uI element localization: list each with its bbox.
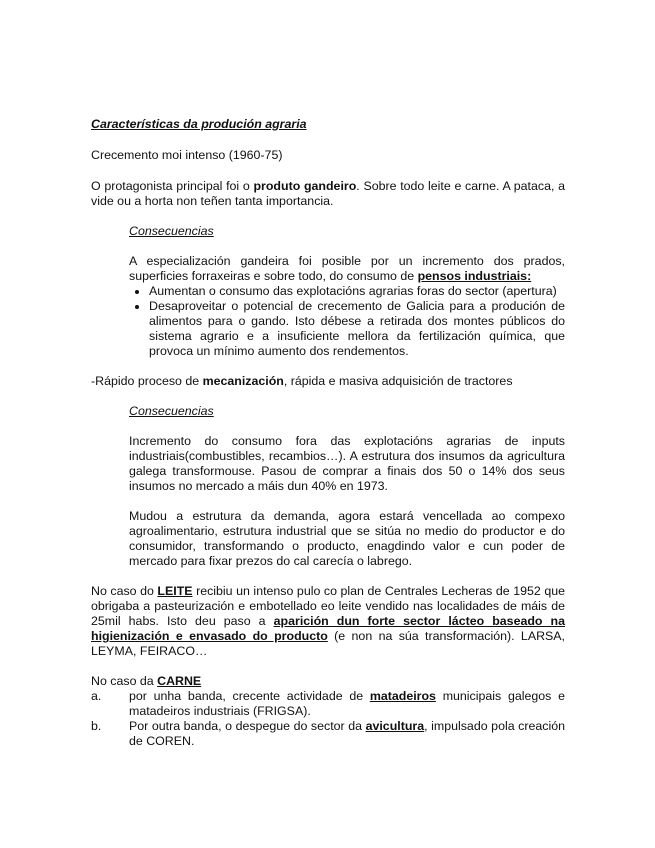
consequences-heading-1: Consecuencias — [129, 224, 214, 238]
document-page — [91, 117, 565, 749]
dairy-highlight: aparición dun forte sector lácteo baseado na higienización e envasado do producto — [91, 614, 566, 643]
list-item: • Desaproveitar o potencial de crecemento de Galicia para a produción de alimentos para o gando. Isto débese a retirada dos montes públicos do sistema agrario e a insuficiente mellora da fertilización química, que provoca un mínimo aumento dos rendementos. — [149, 299, 565, 359]
slaughterhouse-highlight: matadeiros — [369, 689, 436, 703]
meat-highlight: CARNE — [157, 674, 202, 688]
feed-highlight: pensos industriais: — [417, 269, 532, 283]
meat-item-b: b. Por outra banda, o despegue do sector da avicultura, impulsado pola creación de COREN. — [91, 719, 565, 748]
consequences-heading-2: Consecuencias — [129, 404, 214, 418]
mechanization-paragraph: -Rápido proceso de mecanización, rápida e masiva adquisición de tractores — [91, 374, 513, 388]
milk-paragraph: No caso do LEITE recibiu un intenso pulo co plan de Centrales Lecheras de 1952 que obrigaba a pasteurización e embotellado eo leite vendido nas localidades de máis de 25mil habs. Isto deu paso a aparición dun forte sector lácteo baseado na higienización e envasado do producto (e non na súa transformación). LARSA, LEYMA, FEIRACO… — [91, 584, 566, 658]
demand-paragraph: Mudou a estrutura da demanda, agora estará vencellada ao compexo agroalimentario, estrutura industrial que se sitúa no medio do productor e do consumidor, transformando o producto, enagdindo valor e cun poder de mercado para fixar prezos do cal carecía o labrego. — [129, 509, 565, 568]
list-item: • Aumentan o consumo das explotacións agrarias foras do sector (apertura) — [149, 284, 565, 299]
item-label: b. — [91, 719, 102, 733]
poultry-highlight: avicultura — [365, 719, 425, 733]
intro-paragraph: O protagonista principal foi o produto gandeiro. Sobre todo leite e carne. A pataca, a vide ou a horta non teñen tanta importancia. — [91, 179, 566, 208]
item-label: a. — [91, 689, 102, 703]
intro-bold: produto gandeiro — [253, 179, 357, 193]
subtitle: Crecemento moi intenso (1960-75) — [91, 148, 283, 162]
inputs-paragraph: Incremento do consumo fora das explotacións agrarias de inputs industriais(combustibles, recambios…). A estrutura dos insumos da agricultura galega transformouse. Pasou de comprar a finais dos 50 o 14% dos seus insumos no mercado a máis dun 40% en 1973. — [129, 434, 565, 493]
meat-heading: No caso da CARNE — [91, 674, 202, 688]
milk-highlight: LEITE — [157, 584, 193, 598]
mechanization-bold: mecanización — [202, 374, 284, 388]
section-title: Características da produción agraria — [91, 117, 307, 131]
livestock-paragraph: A especialización gandeira foi posible por un incremento dos prados, superficies forraxeiras e sobre todo, do consumo de pensos industriais: — [129, 254, 565, 283]
meat-item-a: a. por unha banda, crecente actividade de matadeiros municipais galegos e matadeiros industriais (FRIGSA). — [91, 689, 565, 718]
consequences-list — [129, 284, 565, 359]
